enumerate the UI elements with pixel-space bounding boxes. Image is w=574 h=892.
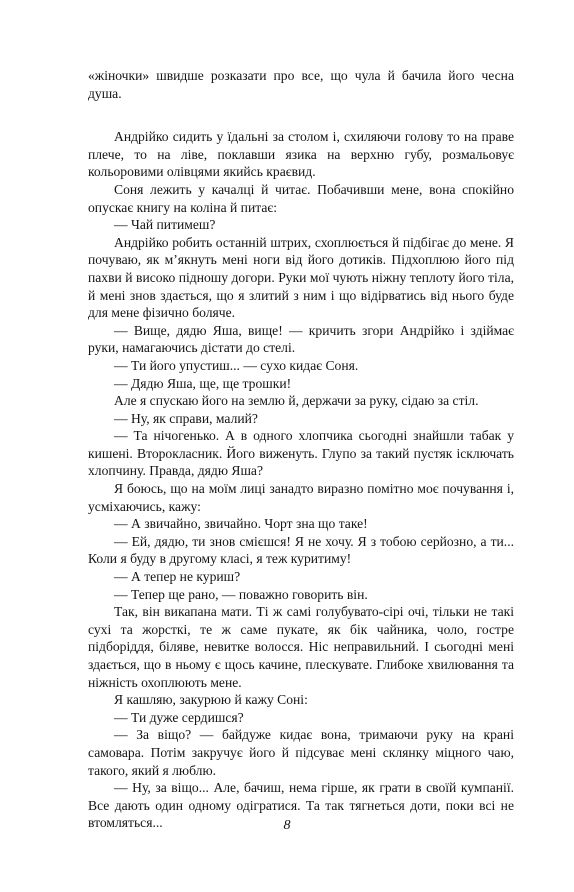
paragraph: Андрійко робить останній штрих, схоплюється й підбігає до мене. Я почуваю, як м’якнуть мені ноги від його дотиків. Підхоплюю його під пахви й високо підношу догори. Руки мої чують ніжну теплоту його тіла, й мені знов здається, що я злитий з ним і що відірватись від нього буде для мене фізично боляче. [88,234,514,321]
book-page-text [88,67,514,832]
dialogue-line: — Чай питимеш? [114,217,216,233]
paragraph: Я кашляю, закурюю й кажу Соні: [114,692,308,708]
dialogue-line: — А звичайно, звичайно. Чорт зна що таке! [114,516,368,532]
dialogue-line: — Ей, дядю, ти знов смієшся! Я не хочу. Я з тобою серйозно, а ти... Коли я буду в другому класі, я теж куритиму! [88,533,514,567]
dialogue-line: — Вище, дядю Яша, вище! — кричить згори Андрійко і здіймає руки, намагаючись дістати до стелі. [88,322,514,356]
dialogue-line: — За віщо? — байдуже кидає вона, тримаючи руку на крані самовара. Потім закручує його й підсуває мені склянку міцного чаю, такого, який я люблю. [88,727,514,778]
dialogue-line: — Та нічогенько. А в одного хлопчика сьогодні знайшли табак у кишені. Второкласник. Його виженуть. Глупо за такий пустяк ісключать хлопчину. Правда, дядю Яша? [88,428,514,479]
paragraph: Але я спускаю його на землю й, держачи за руку, сідаю за стіл. [114,393,479,409]
paragraph: Андрійко сидить у їдальні за столом і, схиляючи голову то на праве плече, то на ліве, поклавши язика на верхню губу, розмальовує кольоровими олівцями якийсь краєвид. [88,129,514,180]
page-number: 8 [283,818,291,833]
paragraph: Так, він викапана мати. Ті ж самі голубувато-сірі очі, тільки не такі сухі та жорсткі, те ж саме пукате, як бік чайника, чоло, гостре підборіддя, біляве, невитке волосся. Ніс неправильний. І сьогодні мені здається, що в ньому є щось качине, плескувате. Глибоке хвилювання та ніжність охоплюють мене. [88,604,514,690]
dialogue-line: — А тепер не куриш? [114,569,241,585]
dialogue-line: — Ти його упустиш... — сухо кидає Соня. [114,357,359,373]
dialogue-line: — Тепер ще рано, — поважно говорить він. [114,586,368,602]
paragraph: Я боюсь, що на моїм лиці занадто виразно помітно моє почування і, усміхаючись, кажу: [88,481,514,514]
dialogue-line: — Ти дуже сердишся? [114,709,244,725]
dialogue-line: — Дядю Яша, ще, ще трошки! [114,375,292,391]
dialogue-line: — Ну, за віщо... Але, бачиш, нема гірше, як грати в своїй кумпанії. Все дають один одному одігратися. Та так тягнеться доти, поки всі не втомляться... [88,780,514,831]
paragraph: «жіночки» швидше розказати про все, що чула й бачила його чесна душа. [88,68,514,101]
paragraph: Соня лежить у качалці й читає. Побачивши мене, вона спокійно опускає книгу на коліна й питає: [88,181,514,215]
dialogue-line: — Ну, як справи, малий? [114,410,258,426]
